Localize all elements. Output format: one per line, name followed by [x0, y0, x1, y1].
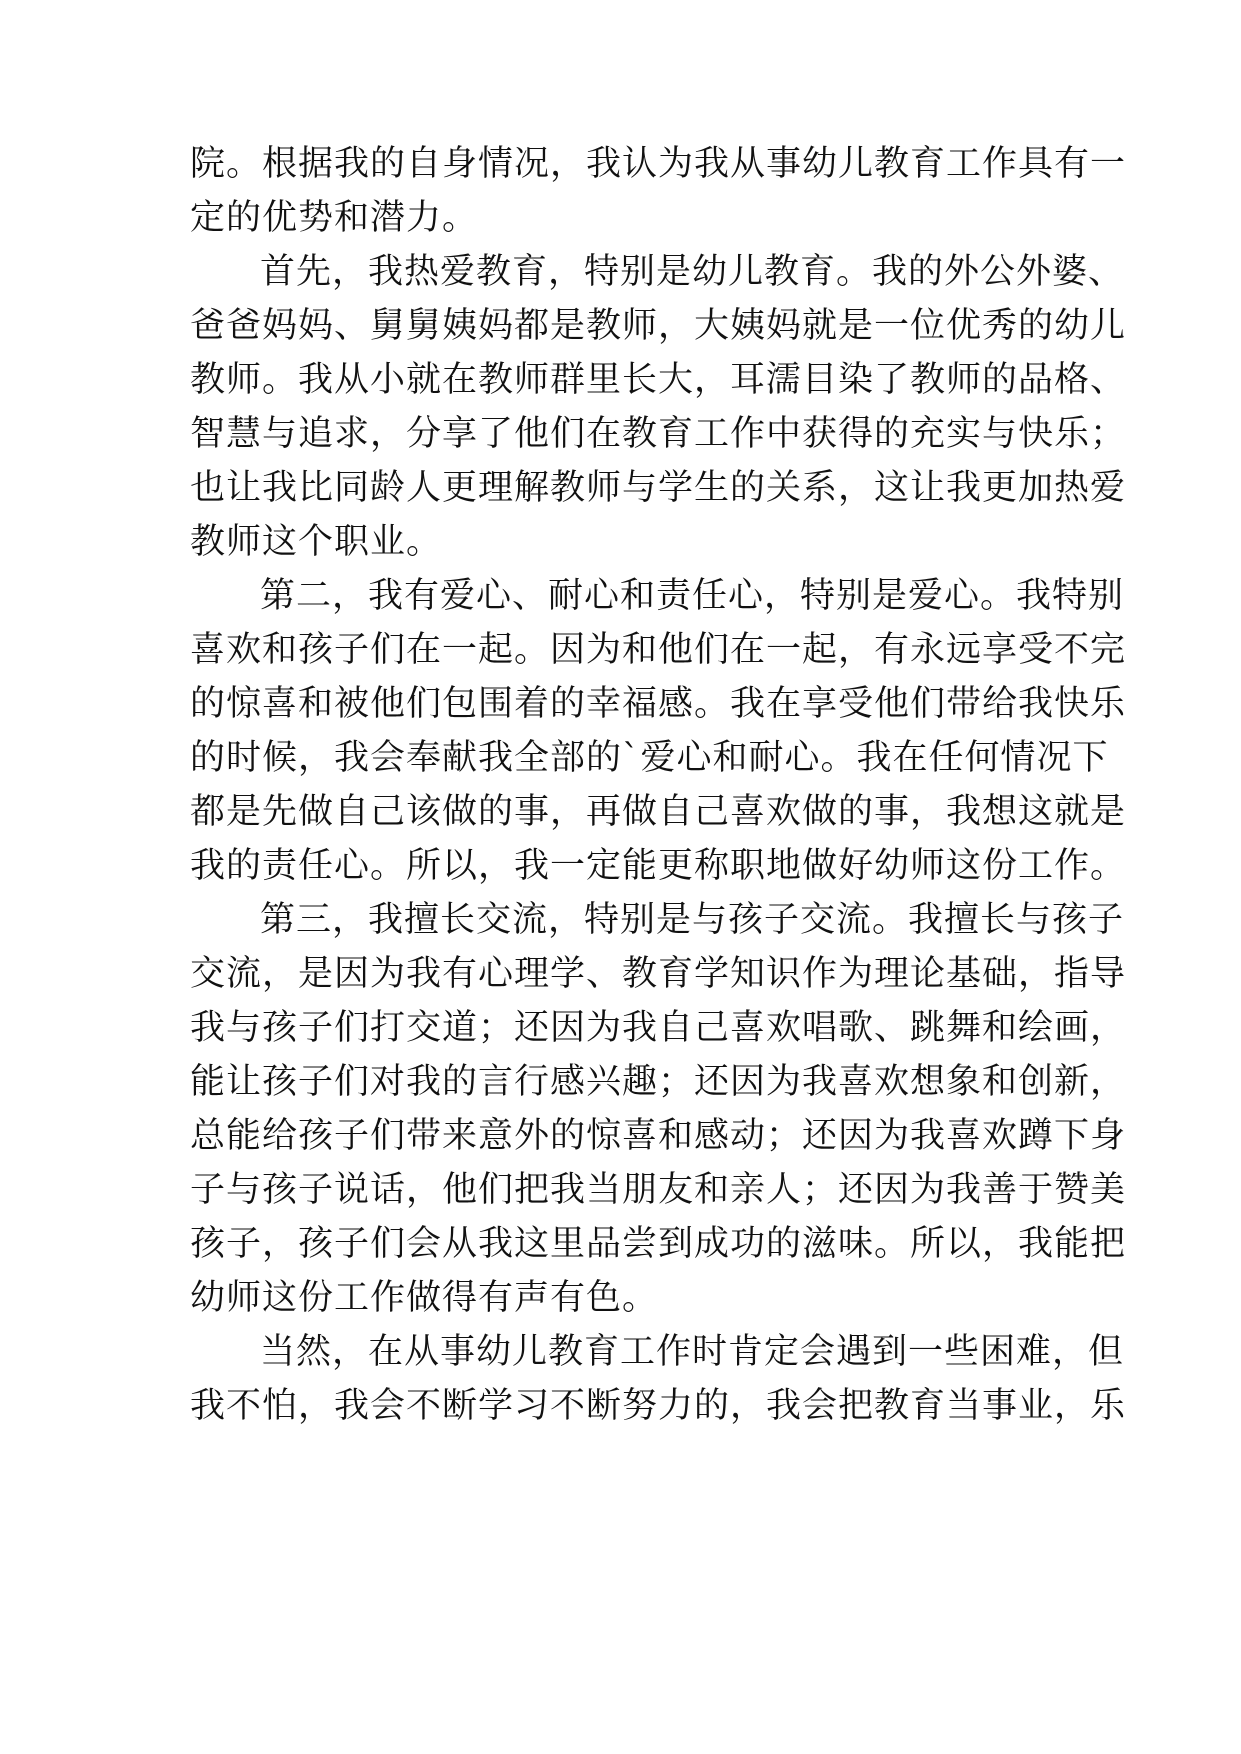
text-line: 子与孩子说话，他们把我当朋友和亲人；还因为我善于赞美: [190, 1170, 1127, 1210]
text-line: 我不怕，我会不断学习不断努力的，我会把教育当事业，乐: [190, 1386, 1127, 1426]
text-line: 院。根据我的自身情况，我认为我从事幼儿教育工作具有一: [190, 144, 1127, 184]
paragraph-first-line: 第二，我有爱心、耐心和责任心，特别是爱心。我特别: [260, 576, 1125, 616]
text-line: 教师。我从小就在教师群里长大，耳濡目染了教师的品格、: [190, 360, 1127, 400]
text-line: 我与孩子们打交道；还因为我自己喜欢唱歌、跳舞和绘画，: [190, 1008, 1127, 1048]
text-line: 喜欢和孩子们在一起。因为和他们在一起，有永远享受不完: [190, 630, 1127, 670]
text-line: 我的责任心。所以，我一定能更称职地做好幼师这份工作。: [190, 846, 1127, 886]
text-line: 孩子，孩子们会从我这里品尝到成功的滋味。所以，我能把: [190, 1224, 1127, 1264]
paragraph-first-line: 当然，在从事幼儿教育工作时肯定会遇到一些困难，但: [260, 1332, 1125, 1372]
text-line: 能让孩子们对我的言行感兴趣；还因为我喜欢想象和创新，: [190, 1062, 1127, 1102]
text-line: 交流，是因为我有心理学、教育学知识作为理论基础，指导: [190, 954, 1127, 994]
text-line: 的时候，我会奉献我全部的`爱心和耐心。我在任何情况下: [190, 738, 1109, 778]
text-line: 定的优势和潜力。: [190, 198, 479, 238]
paragraph-first-line: 第三，我擅长交流，特别是与孩子交流。我擅长与孩子: [260, 900, 1125, 940]
text-line: 总能给孩子们带来意外的惊喜和感动；还因为我喜欢蹲下身: [190, 1116, 1127, 1156]
text-line: 幼师这份工作做得有声有色。: [190, 1278, 659, 1318]
text-line: 的惊喜和被他们包围着的幸福感。我在享受他们带给我快乐: [190, 684, 1127, 724]
text-line: 智慧与追求，分享了他们在教育工作中获得的充实与快乐；: [190, 414, 1127, 454]
text-line: 都是先做自己该做的事，再做自己喜欢做的事，我想这就是: [190, 792, 1127, 832]
paragraph-first-line: 首先，我热爱教育，特别是幼儿教育。我的外公外婆、: [260, 252, 1125, 292]
text-line: 教师这个职业。: [190, 522, 443, 562]
text-line: 也让我比同龄人更理解教师与学生的关系，这让我更加热爱: [190, 468, 1127, 508]
text-line: 爸爸妈妈、舅舅姨妈都是教师，大姨妈就是一位优秀的幼儿: [190, 306, 1127, 346]
